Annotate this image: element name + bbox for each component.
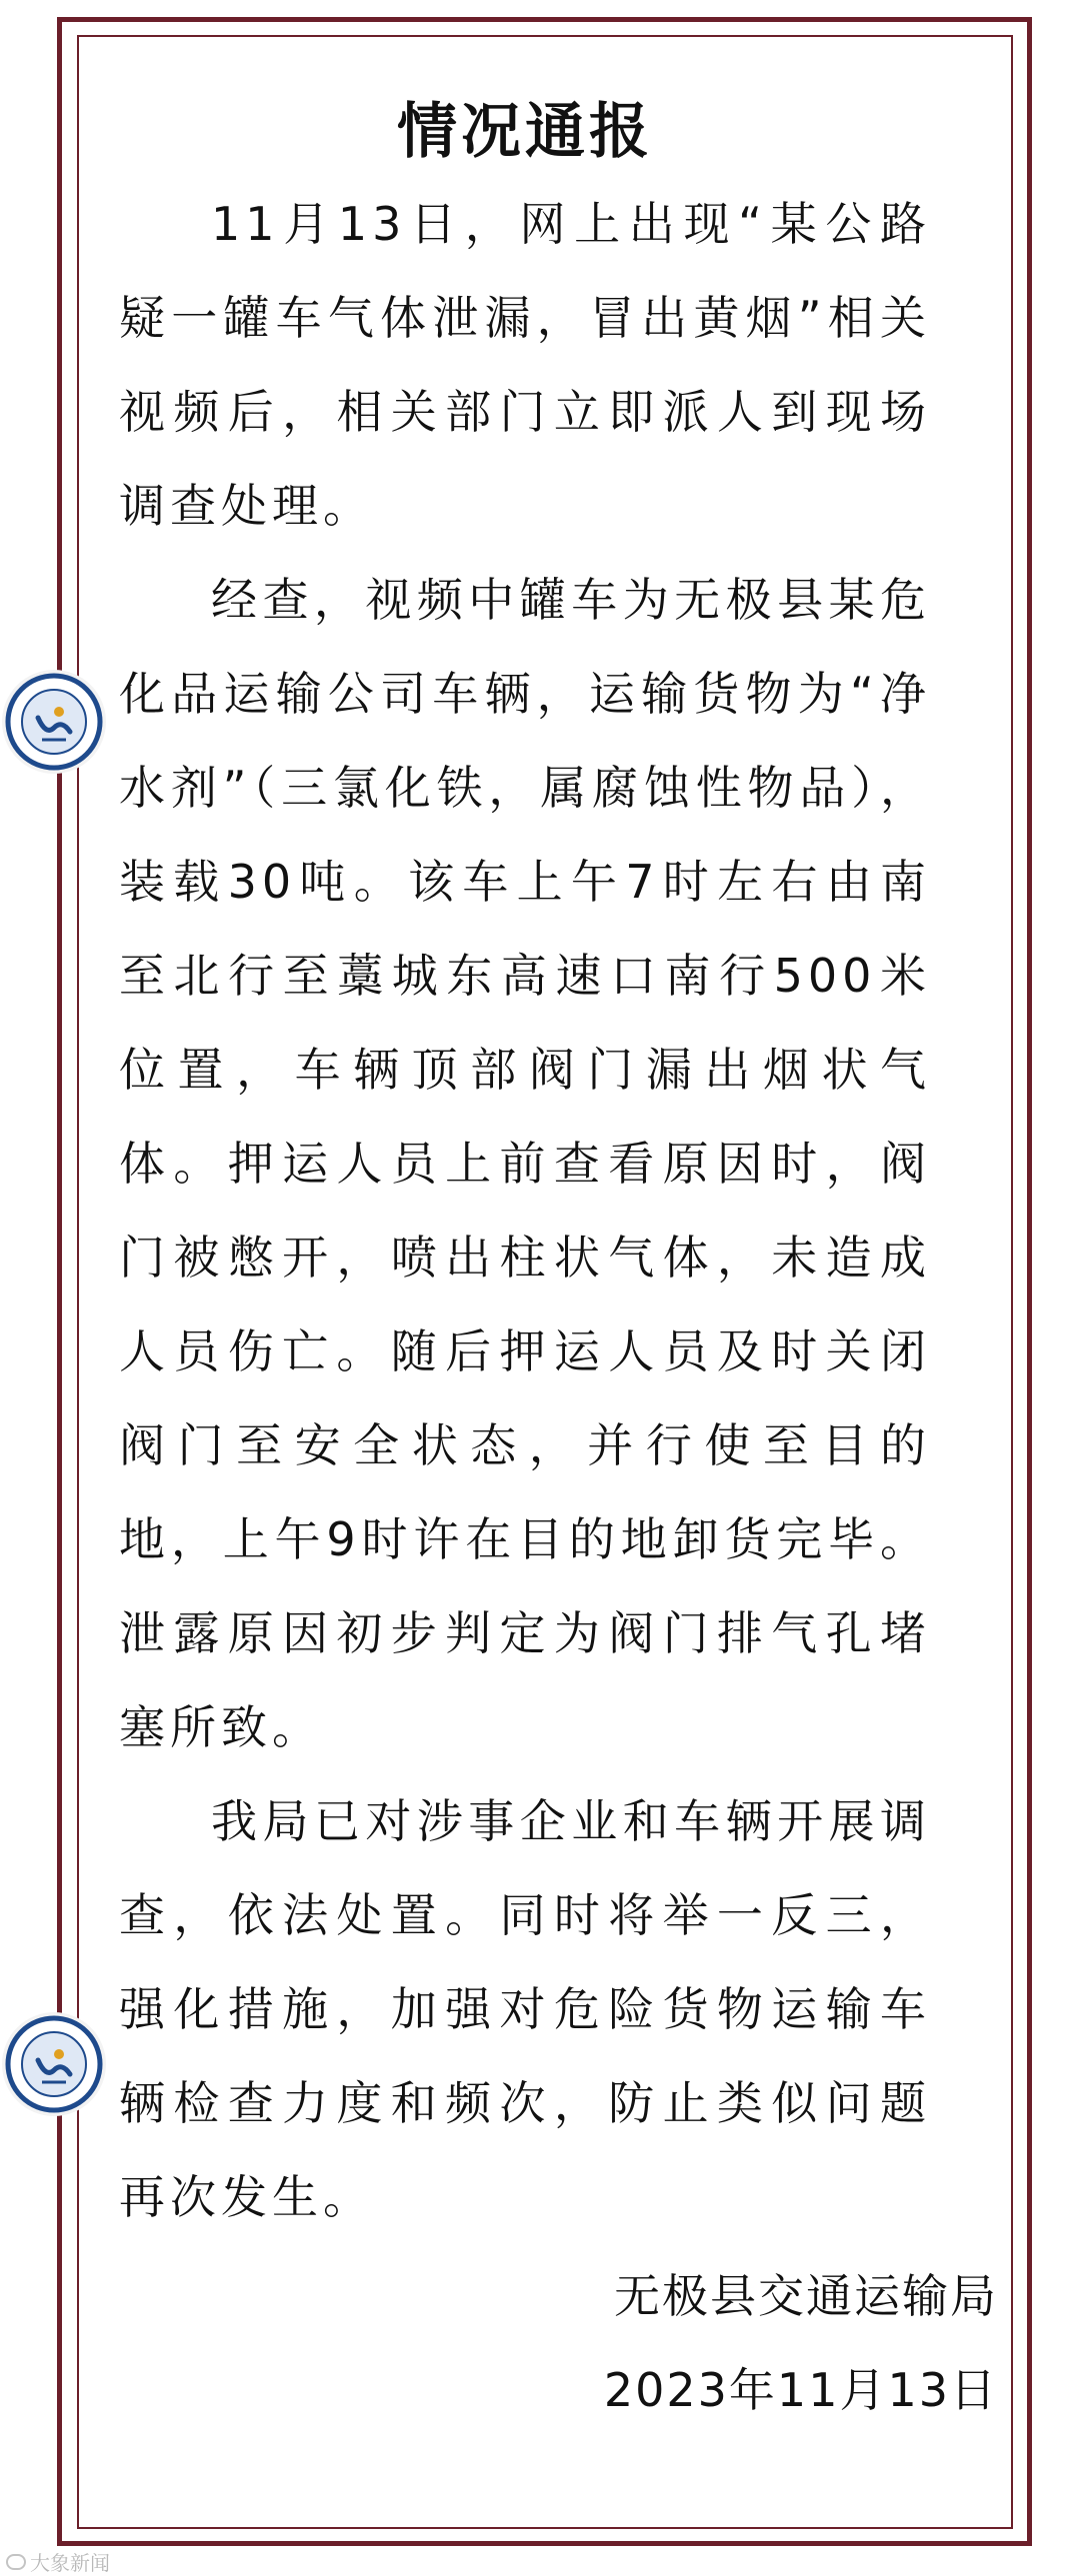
notice-title: 情况通报 bbox=[397, 97, 653, 167]
paragraph-3: 我局已对涉事企业和车辆开展调查，依法处置。同时将举一反三，强化措施，加强对危险货物运输车辆检查力度和频次，防止类似问题再次发生。 bbox=[119, 1794, 931, 2224]
issuing-organization: 无极县交通运输局 bbox=[614, 2269, 998, 2323]
notice-document bbox=[77, 35, 1013, 2529]
paragraph-2: 经查，视频中罐车为无极县某危化品运输公司车辆，运输货物为“净水剂”（三氯化铁，属腐蚀性物品），装载30吨。该车上午7时左右由南至北行至藁城东高速口南行500米位置，车辆顶部阀门漏出烟状气体。押运人员上前查看原因时，阀门被憋开，喷出柱状气体，未造成人员伤亡。随后押运人员及时关闭阀门至安全状态，并行使至目的地，上午9时许在目的地卸货完毕。泄露原因初步判定为阀门排气孔堵塞所致。 bbox=[119, 573, 931, 1754]
seal-logo-icon bbox=[2, 670, 106, 774]
signature-block bbox=[604, 2249, 998, 2437]
paragraph-1: 11月13日，网上出现“某公路疑一罐车气体泄漏，冒出黄烟”相关视频后，相关部门立即派人到现场调查处理。 bbox=[119, 197, 931, 533]
issue-date: 2023年11月13日 bbox=[603, 2363, 998, 2417]
seal-logo-icon bbox=[2, 2012, 106, 2116]
watermark-logo-icon bbox=[6, 2554, 26, 2570]
watermark-text: 大象新闻 bbox=[30, 2551, 110, 2575]
